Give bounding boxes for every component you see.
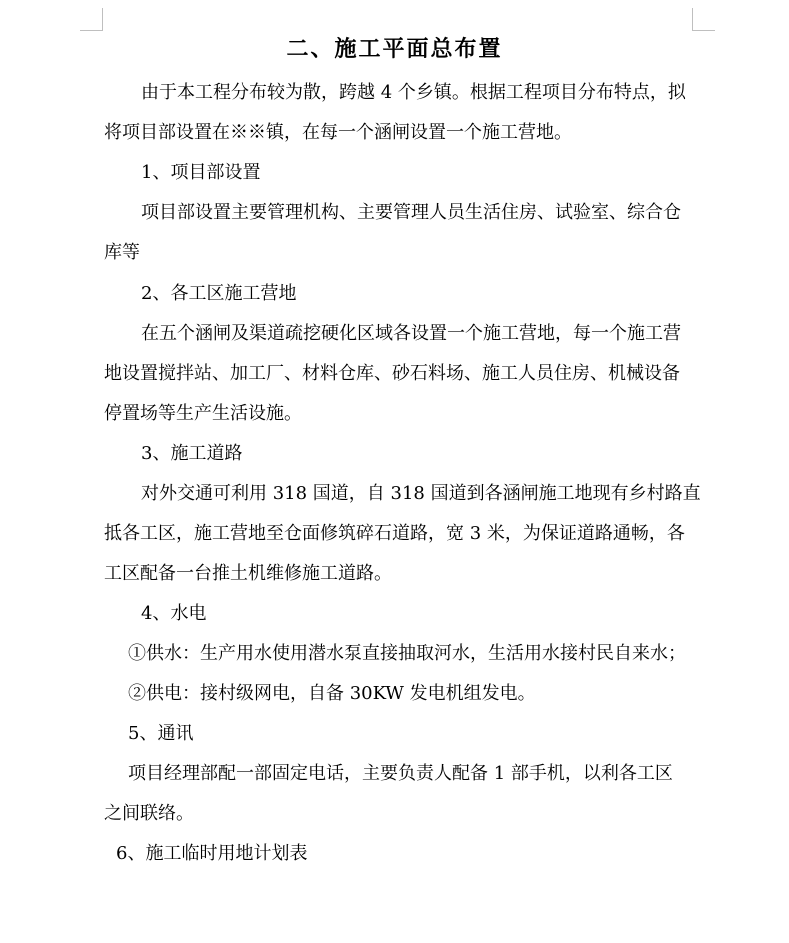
paragraph-line: 项目部设置主要管理机构、主要管理人员生活住房、试验室、综合仓 [141,202,681,223]
paragraph-line: 由于本工程分布较为散，跨越 4 个乡镇。根据工程项目分布特点，拟 [141,82,686,103]
paragraph-line: 之间联络。 [104,803,194,824]
paragraph-line: 库等 [104,242,140,263]
paragraph-line: 对外交通可利用 318 国道，自 318 国道到各涵闸施工地现有乡村路直 [141,483,701,504]
crop-mark-top-left [80,8,103,31]
crop-mark-top-right [692,8,715,31]
section-heading-camps: 2、各工区施工营地 [141,283,297,304]
paragraph-line-power-supply: ②供电：接村级网电，自备 30KW 发电机组发电。 [128,683,536,704]
paragraph-line: 停置场等生产生活设施。 [104,403,302,424]
section-heading-temporary-land: 6、施工临时用地计划表 [116,843,308,864]
page-title: 二、施工平面总布置 [286,37,503,62]
paragraph-line: 抵各工区，施工营地至仓面修筑碎石道路，宽 3 米，为保证道路通畅，各 [104,523,685,544]
paragraph-line: 地设置搅拌站、加工厂、材料仓库、砂石料场、施工人员住房、机械设备 [104,363,680,384]
paragraph-line: 在五个涵闸及渠道疏挖硬化区域各设置一个施工营地，每一个施工营 [141,323,681,344]
paragraph-line: 工区配备一台推土机维修施工道路。 [104,563,392,584]
paragraph-line-water-supply: ①供水：生产用水使用潜水泵直接抽取河水，生活用水接村民自来水； [128,643,686,664]
paragraph-line: 项目经理部配一部固定电话，主要负责人配备 1 部手机，以利各工区 [128,763,673,784]
section-heading-project-office: 1、项目部设置 [141,162,261,183]
section-heading-communication: 5、通讯 [128,723,194,744]
section-heading-roads: 3、施工道路 [141,443,243,464]
paragraph-line: 将项目部设置在※※镇，在每一个涵闸设置一个施工营地。 [104,122,572,143]
section-heading-utilities: 4、水电 [141,603,207,624]
